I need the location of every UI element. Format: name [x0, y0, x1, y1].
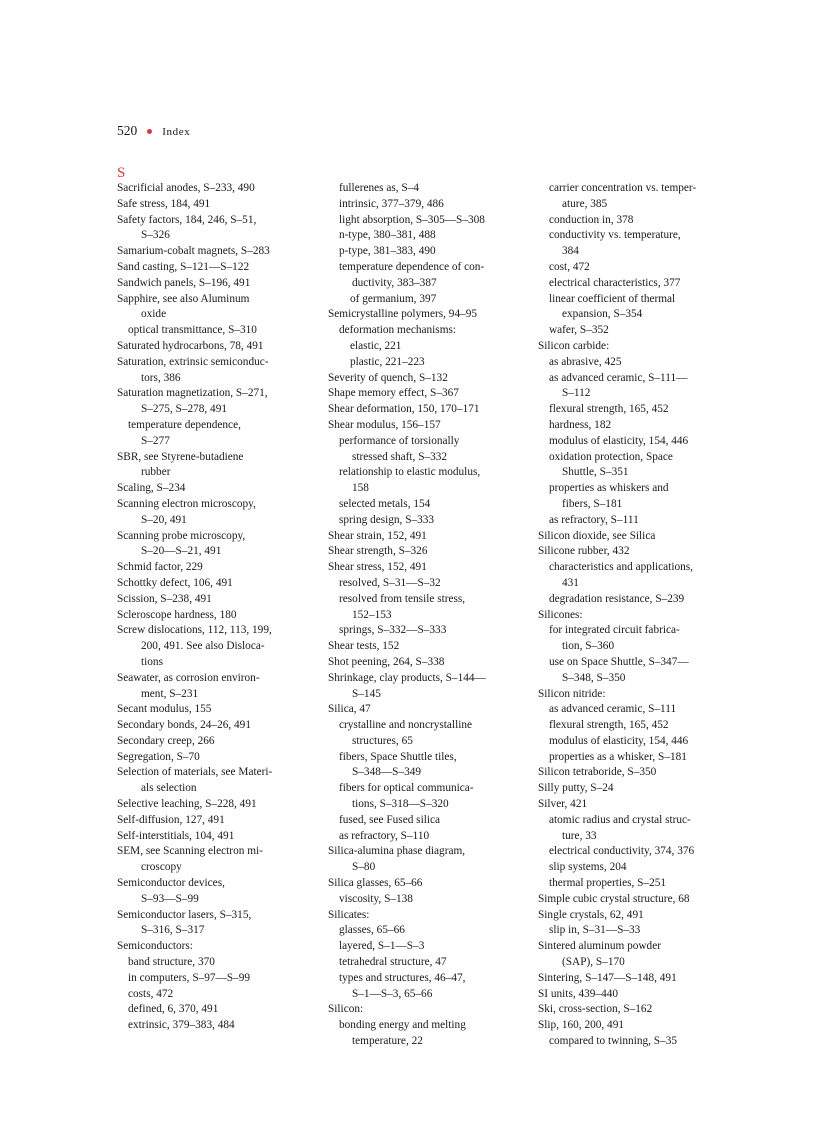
index-subentry: [538, 560, 738, 592]
index-entry: [328, 386, 518, 402]
entry-line: deformation mechanisms:: [339, 324, 457, 337]
index-entry: [117, 244, 307, 260]
entry-continuation: ature, 385: [562, 197, 608, 210]
index-subentry: [538, 418, 738, 434]
index-entry: [538, 987, 738, 1003]
index-subentry: [538, 434, 738, 450]
entry-line: fibers, Space Shuttle tiles,: [339, 750, 457, 763]
entry-continuation: S–326: [141, 229, 170, 242]
index-entry: [117, 355, 307, 387]
entry-line: oxidation protection, Space: [549, 450, 673, 463]
entry-line: as refractory, S–111: [549, 513, 639, 526]
entry-continuation: tions: [141, 655, 163, 668]
entry-continuation: 152–153: [352, 608, 392, 621]
entry-line: modulus of elasticity, 154, 446: [549, 734, 689, 747]
index-subentry: [538, 734, 738, 750]
entry-line: bonding energy and melting: [339, 1019, 466, 1032]
index-subentry: [538, 402, 738, 418]
entry-continuation: S–1—S–3, 65–66: [352, 987, 433, 1000]
index-entry: [538, 544, 738, 560]
index-entry: [117, 386, 307, 418]
entry-line: in computers, S–97—S–99: [128, 971, 251, 984]
entry-line: Semiconductor devices,: [117, 877, 225, 890]
entry-continuation: S–112: [562, 387, 591, 400]
entry-line: Sandwich panels, S–196, 491: [117, 276, 251, 289]
index-entry: [117, 181, 307, 197]
page-number: 520: [117, 123, 138, 138]
entry-line: Slip, 160, 200, 491: [538, 1019, 624, 1032]
entry-continuation: croscopy: [141, 861, 182, 874]
entry-line: use on Space Shuttle, S–347—: [549, 655, 689, 668]
index-entry: [328, 544, 518, 560]
index-subentry: [328, 592, 518, 624]
entry-line: Semicrystalline polymers, 94–95: [328, 308, 478, 321]
entry-line: properties as a whisker, S–181: [549, 750, 687, 763]
entry-line: properties as whiskers and: [549, 482, 669, 495]
bullet-separator: [147, 129, 152, 134]
entry-line: electrical characteristics, 377: [549, 276, 681, 289]
entry-line: SI units, 439–440: [538, 987, 619, 1000]
index-entry: [117, 497, 307, 529]
entry-line: slip systems, 204: [549, 861, 627, 874]
entry-line: spring design, S–333: [339, 513, 435, 526]
index-subentry: [538, 844, 738, 860]
entry-line: Secant modulus, 155: [117, 703, 212, 716]
entry-line: as refractory, S–110: [339, 829, 430, 842]
index-subentry: [328, 228, 518, 244]
entry-line: Shear strength, S–326: [328, 545, 428, 558]
entry-line: Shear deformation, 150, 170–171: [328, 403, 480, 416]
entry-line: carrier concentration vs. temper-: [549, 182, 697, 194]
entry-line: fused, see Fused silica: [339, 813, 441, 826]
entry-line: Semiconductor lasers, S–315,: [117, 908, 252, 921]
running-header: [117, 123, 190, 140]
index-entry: [328, 371, 518, 387]
index-entry: [117, 765, 307, 797]
entry-line: Silica-alumina phase diagram,: [328, 845, 466, 858]
entry-line: Schottky defect, 106, 491: [117, 576, 233, 589]
index-entry: [117, 671, 307, 703]
entry-continuation: ture, 33: [562, 829, 597, 842]
entry-line: layered, S–1—S–3: [339, 940, 425, 953]
entry-continuation: stressed shaft, S–332: [352, 450, 448, 463]
entry-continuation: tors, 386: [141, 371, 181, 384]
index-entry: [538, 892, 738, 908]
index-entry: [538, 608, 738, 624]
entry-line: fibers for optical communica-: [339, 782, 474, 795]
entry-line: Secondary creep, 266: [117, 734, 215, 747]
index-subentry: [538, 513, 738, 529]
index-entry: [117, 450, 307, 482]
index-entry: [117, 876, 307, 908]
entry-line: viscosity, S–138: [339, 892, 413, 905]
index-subentry: [117, 955, 307, 971]
index-subentry: [328, 829, 518, 845]
entry-continuation: 200, 491. See also Disloca-: [141, 640, 265, 653]
index-entry: [328, 908, 518, 924]
entry-line: as advanced ceramic, S–111—: [549, 371, 688, 384]
entry-line: Sintered aluminum powder: [538, 940, 661, 953]
index-subentry: [538, 355, 738, 371]
entry-continuation: S–80: [352, 861, 376, 874]
index-entry: [538, 971, 738, 987]
index-subentry: [117, 987, 307, 1003]
entry-line: Sapphire, see also Aluminum: [117, 292, 250, 305]
index-subentry: [538, 1034, 738, 1050]
entry-continuation: expansion, S–354: [562, 308, 643, 321]
entry-line: tetrahedral structure, 47: [339, 956, 447, 969]
entry-line: Screw dislocations, 112, 113, 199,: [117, 624, 272, 637]
running-title: Index: [162, 126, 191, 138]
index-subentry: [117, 1002, 307, 1018]
entry-line: selected metals, 154: [339, 497, 431, 510]
entry-line: resolved, S–31—S–32: [339, 576, 441, 589]
entry-line: Shear stress, 152, 491: [328, 561, 427, 574]
entry-line: Sintering, S–147—S–148, 491: [538, 971, 677, 984]
index-entry: [538, 781, 738, 797]
index-subentry: [538, 592, 738, 608]
index-subentry: [328, 813, 518, 829]
entry-continuation: (SAP), S–170: [562, 956, 625, 969]
index-entry: [117, 844, 307, 876]
index-entry: [117, 797, 307, 813]
index-subentry: [538, 860, 738, 876]
index-subentry: [328, 355, 518, 371]
entry-continuation: 158: [352, 482, 369, 495]
entry-continuation: Shuttle, S–351: [562, 466, 629, 479]
entry-continuation: ductivity, 383–387: [352, 276, 437, 289]
entry-line: Sand casting, S–121—S–122: [117, 260, 250, 273]
entry-continuation: ment, S–231: [141, 687, 199, 700]
entry-line: Scleroscope hardness, 180: [117, 608, 237, 621]
index-subentry: [328, 513, 518, 529]
index-entry: [328, 418, 518, 434]
index-subentry: [117, 971, 307, 987]
index-subentry: [538, 813, 738, 845]
index-subentry: [328, 892, 518, 908]
index-entry: [538, 1018, 738, 1034]
index-subentry: [328, 971, 518, 1003]
index-subentry: [538, 718, 738, 734]
entry-continuation: fibers, S–181: [562, 497, 623, 510]
entry-line: extrinsic, 379–383, 484: [128, 1019, 235, 1032]
entry-line: Saturation, extrinsic semiconduc-: [117, 355, 269, 368]
entry-line: Silicon dioxide, see Silica: [538, 529, 656, 542]
index-subentry: [328, 955, 518, 971]
index-subentry: [538, 181, 738, 213]
index-column-1: [117, 181, 307, 1034]
index-entry: [117, 750, 307, 766]
index-subentry: [538, 276, 738, 292]
index-subentry: [328, 181, 518, 197]
entry-line: conductivity vs. temperature,: [549, 229, 681, 242]
entry-line: Secondary bonds, 24–26, 491: [117, 719, 251, 732]
index-entry: [328, 671, 518, 703]
entry-line: as advanced ceramic, S–111: [549, 703, 677, 716]
index-entry: [117, 560, 307, 576]
index-subentry: [328, 718, 518, 750]
entry-line: flexural strength, 165, 452: [549, 403, 669, 416]
entry-line: Scanning electron microscopy,: [117, 497, 256, 510]
index-subentry: [538, 623, 738, 655]
entry-line: SBR, see Styrene-butadiene: [117, 450, 244, 463]
entry-line: Scaling, S–234: [117, 482, 186, 495]
entry-continuation: S–93—S–99: [141, 892, 199, 905]
entry-line: Shot peening, 264, S–338: [328, 655, 445, 668]
entry-line: Ski, cross-section, S–162: [538, 1003, 653, 1016]
index-entry: [328, 529, 518, 545]
entry-line: of germanium, 397: [350, 292, 437, 305]
entry-line: Safety factors, 184, 246, S–51,: [117, 213, 257, 226]
index-entry: [538, 939, 738, 971]
index-entry: [117, 260, 307, 276]
index-entry: [328, 639, 518, 655]
entry-continuation: 431: [562, 576, 579, 589]
index-subentry: [538, 228, 738, 260]
entry-line: Silicon:: [328, 1003, 364, 1016]
index-entry: [538, 797, 738, 813]
index-subentry: [538, 213, 738, 229]
index-entry: [328, 402, 518, 418]
entry-line: fullerenes as, S–4: [339, 182, 419, 194]
index-entry: [328, 655, 518, 671]
entry-continuation: als selection: [141, 782, 197, 795]
entry-line: optical transmittance, S–310: [128, 324, 257, 337]
index-subentry: [538, 371, 738, 403]
entry-line: light absorption, S–305—S–308: [339, 213, 485, 226]
entry-line: Simple cubic crystal structure, 68: [538, 892, 690, 905]
index-subentry: [538, 260, 738, 276]
entry-line: intrinsic, 377–379, 486: [339, 197, 444, 210]
index-entry: [117, 339, 307, 355]
index-subentry: [328, 197, 518, 213]
entry-continuation: S–316, S–317: [141, 924, 205, 937]
index-entry: [538, 1002, 738, 1018]
entry-line: as abrasive, 425: [549, 355, 622, 368]
entry-line: characteristics and applications,: [549, 561, 693, 574]
entry-line: Silicon carbide:: [538, 339, 610, 352]
index-entry: [328, 702, 518, 718]
entry-line: Silicon tetraboride, S–350: [538, 766, 657, 779]
index-subentry: [328, 434, 518, 466]
entry-line: temperature dependence of con-: [339, 260, 485, 273]
index-subentry: [117, 1018, 307, 1034]
entry-line: compared to twinning, S–35: [549, 1035, 678, 1048]
entry-line: Silicates:: [328, 908, 370, 921]
entry-continuation: S–20, 491: [141, 513, 187, 526]
index-entry: [328, 844, 518, 876]
entry-line: performance of torsionally: [339, 434, 460, 447]
index-entry: [117, 292, 307, 324]
index-subentry: [328, 465, 518, 497]
entry-continuation: oxide: [141, 308, 167, 321]
entry-line: glasses, 65–66: [339, 924, 405, 937]
index-subentry: [538, 481, 738, 513]
index-subentry: [538, 702, 738, 718]
entry-line: Selection of materials, see Materi-: [117, 766, 273, 779]
index-subentry: [538, 323, 738, 339]
index-entry: [117, 481, 307, 497]
index-entry: [117, 576, 307, 592]
entry-continuation: S–348—S–349: [352, 766, 422, 779]
entry-line: SEM, see Scanning electron mi-: [117, 845, 263, 858]
index-subentry: [328, 923, 518, 939]
entry-line: Selective leaching, S–228, 491: [117, 798, 257, 811]
entry-line: Sacrificial anodes, S–233, 490: [117, 182, 255, 194]
entry-line: linear coefficient of thermal: [549, 292, 676, 305]
entry-line: costs, 472: [128, 987, 174, 1000]
entry-line: Shear tests, 152: [328, 640, 400, 653]
entry-line: modulus of elasticity, 154, 446: [549, 434, 689, 447]
entry-line: plastic, 221–223: [350, 355, 425, 368]
entry-line: Safe stress, 184, 491: [117, 197, 211, 210]
index-entry: [117, 623, 307, 670]
entry-line: Silica, 47: [328, 703, 371, 716]
index-subentry: [328, 576, 518, 592]
index-subentry: [328, 781, 518, 813]
index-subentry: [328, 939, 518, 955]
index-entry: [117, 718, 307, 734]
index-subentry: [538, 292, 738, 324]
index-entry: [117, 213, 307, 245]
entry-line: temperature dependence,: [128, 418, 241, 431]
entry-continuation: S–348, S–350: [562, 671, 626, 684]
index-entry: [328, 307, 518, 323]
entry-continuation: S–20—S–21, 491: [141, 545, 222, 558]
entry-line: Samarium-cobalt magnets, S–283: [117, 245, 270, 258]
entry-line: elastic, 221: [350, 339, 402, 352]
entry-line: defined, 6, 370, 491: [128, 1003, 219, 1016]
entry-line: band structure, 370: [128, 956, 215, 969]
index-column-3: [538, 181, 738, 1050]
entry-line: flexural strength, 165, 452: [549, 719, 669, 732]
entry-line: Shape memory effect, S–367: [328, 387, 459, 400]
index-subentry: [328, 623, 518, 639]
entry-line: Silicone rubber, 432: [538, 545, 630, 558]
index-entry: [117, 702, 307, 718]
entry-line: relationship to elastic modulus,: [339, 466, 481, 479]
index-subentry: [328, 213, 518, 229]
entry-line: Silver, 421: [538, 798, 588, 811]
entry-line: wafer, S–352: [549, 324, 609, 337]
index-entry: [328, 560, 518, 576]
index-entry: [117, 276, 307, 292]
entry-continuation: S–275, S–278, 491: [141, 403, 227, 416]
entry-line: Shear strain, 152, 491: [328, 529, 427, 542]
entry-line: Self-diffusion, 127, 491: [117, 813, 225, 826]
entry-line: for integrated circuit fabrica-: [549, 624, 680, 637]
index-entry: [538, 339, 738, 355]
entry-line: crystalline and noncrystalline: [339, 719, 473, 732]
entry-line: Semiconductors:: [117, 940, 193, 953]
entry-continuation: tion, S–360: [562, 640, 615, 653]
index-subentry: [328, 292, 518, 308]
index-entry: [117, 197, 307, 213]
index-entry: [117, 813, 307, 829]
index-entry: [538, 765, 738, 781]
entry-line: Segregation, S–70: [117, 750, 200, 763]
entry-line: atomic radius and crystal struc-: [549, 813, 691, 826]
entry-continuation: structures, 65: [352, 734, 413, 747]
entry-continuation: rubber: [141, 466, 171, 479]
entry-line: Silicon nitride:: [538, 687, 606, 700]
index-subentry: [328, 750, 518, 782]
entry-line: Seawater, as corrosion environ-: [117, 671, 260, 684]
index-entry: [117, 734, 307, 750]
entry-continuation: S–277: [141, 434, 170, 447]
entry-line: Shrinkage, clay products, S–144—: [328, 671, 486, 684]
entry-continuation: S–145: [352, 687, 381, 700]
index-subentry: [328, 260, 518, 292]
entry-line: cost, 472: [549, 260, 590, 273]
index-column-2: [328, 181, 518, 1050]
index-subentry: [117, 323, 307, 339]
entry-continuation: 384: [562, 245, 579, 258]
entry-line: Silica glasses, 65–66: [328, 877, 423, 890]
index-subentry: [538, 876, 738, 892]
index-subentry: [328, 497, 518, 513]
index-entry: [117, 592, 307, 608]
entry-line: types and structures, 46–47,: [339, 971, 466, 984]
entry-line: thermal properties, S–251: [549, 877, 667, 890]
index-subentry: [538, 750, 738, 766]
index-entry: [117, 529, 307, 561]
entry-line: Saturated hydrocarbons, 78, 491: [117, 339, 264, 352]
index-subentry: [328, 339, 518, 355]
entry-line: electrical conductivity, 374, 376: [549, 845, 695, 858]
index-subentry: [328, 1018, 518, 1050]
index-subentry: [117, 418, 307, 450]
index-entry: [538, 687, 738, 703]
entry-line: Severity of quench, S–132: [328, 371, 448, 384]
index-subentry: [538, 923, 738, 939]
index-entry: [538, 908, 738, 924]
entry-line: Self-interstitials, 104, 491: [117, 829, 235, 842]
index-entry: [538, 529, 738, 545]
entry-line: slip in, S–31—S–33: [549, 924, 641, 937]
entry-line: Shear modulus, 156–157: [328, 418, 441, 431]
entry-line: conduction in, 378: [549, 213, 634, 226]
entry-line: Scission, S–238, 491: [117, 592, 212, 605]
index-subentry: [328, 323, 518, 339]
index-subentry: [538, 655, 738, 687]
entry-continuation: tions, S–318—S–320: [352, 798, 449, 811]
entry-line: n-type, 380–381, 488: [339, 229, 436, 242]
entry-line: Silly putty, S–24: [538, 782, 614, 795]
entry-line: Silicones:: [538, 608, 583, 621]
entry-line: p-type, 381–383, 490: [339, 245, 436, 258]
index-entry: [117, 939, 307, 955]
index-entry: [328, 1002, 518, 1018]
entry-line: Scanning probe microscopy,: [117, 529, 246, 542]
entry-line: degradation resistance, S–239: [549, 592, 685, 605]
entry-line: Single crystals, 62, 491: [538, 908, 644, 921]
index-subentry: [328, 244, 518, 260]
entry-line: Schmid factor, 229: [117, 561, 203, 574]
entry-line: hardness, 182: [549, 418, 612, 431]
entry-line: Saturation magnetization, S–271,: [117, 387, 268, 400]
index-entry: [117, 608, 307, 624]
index-entry: [117, 829, 307, 845]
index-entry: [117, 908, 307, 940]
section-letter: S: [117, 165, 126, 181]
entry-continuation: temperature, 22: [352, 1035, 423, 1048]
index-entry: [328, 876, 518, 892]
entry-line: resolved from tensile stress,: [339, 592, 466, 605]
entry-line: springs, S–332—S–333: [339, 624, 447, 637]
index-subentry: [538, 450, 738, 482]
